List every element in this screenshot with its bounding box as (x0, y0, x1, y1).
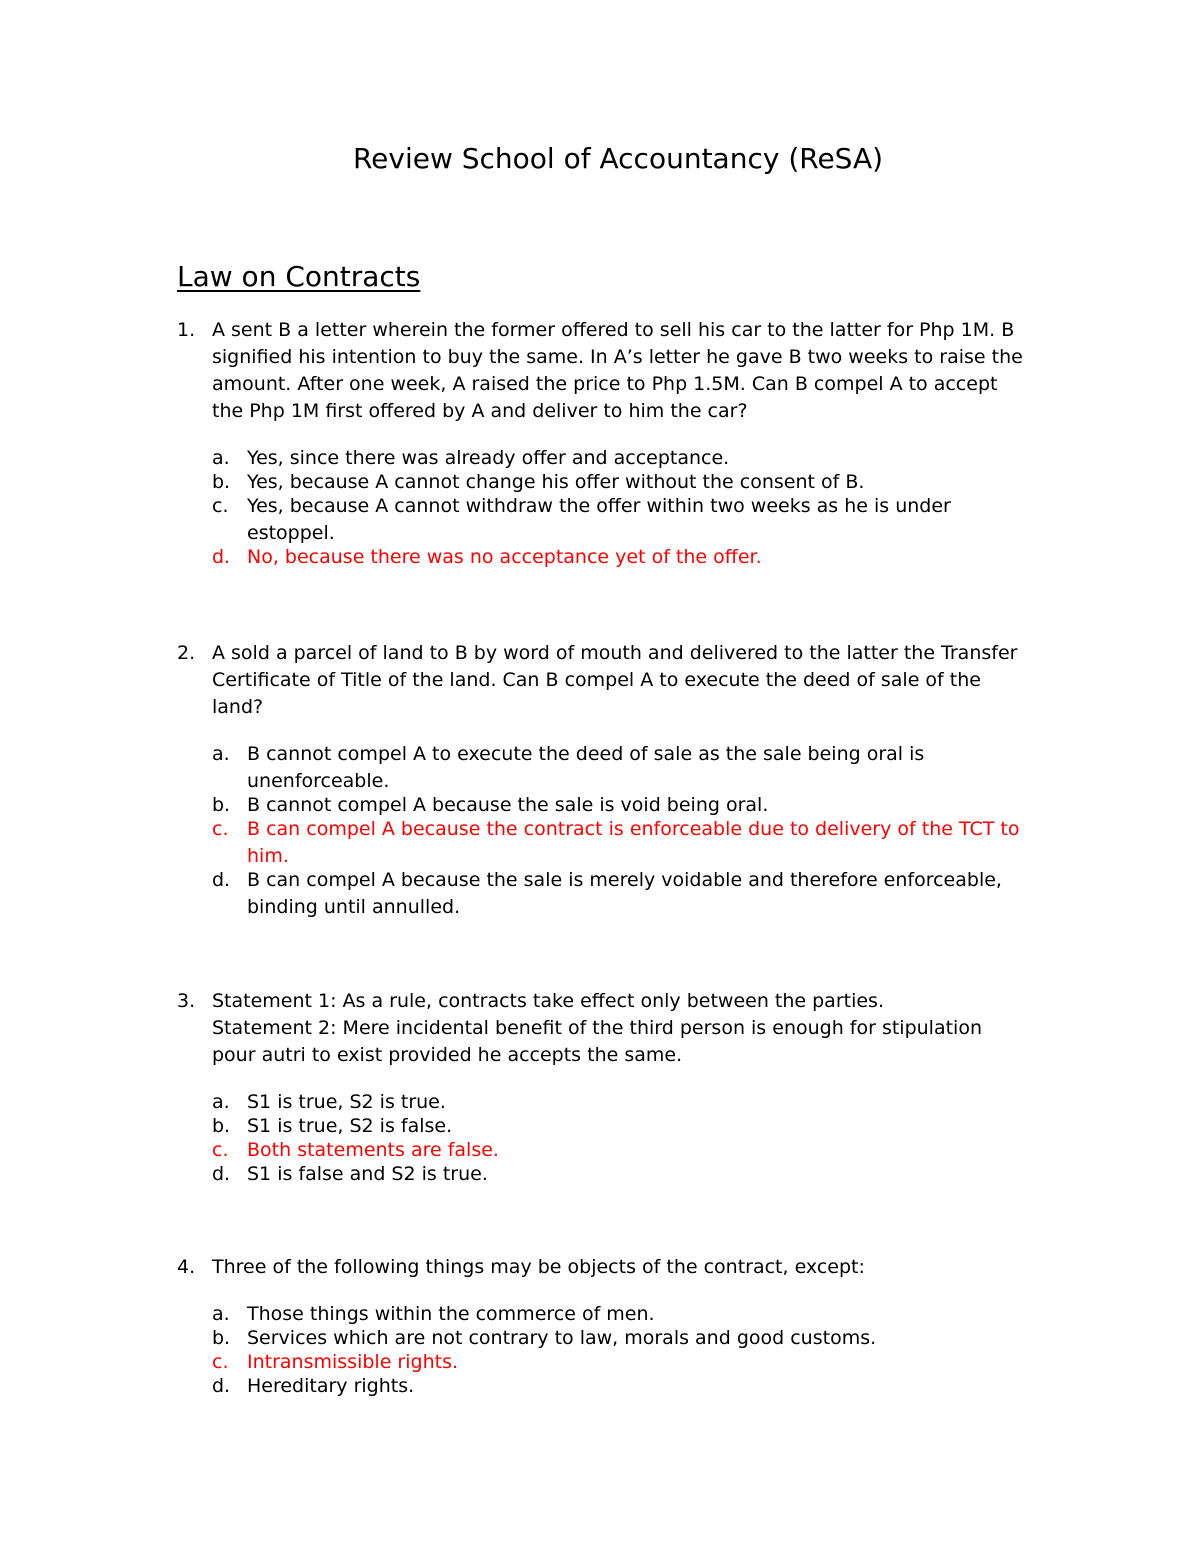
option-letter: a. (212, 743, 230, 765)
option-letter: b. (212, 1115, 231, 1137)
answer-options (177, 741, 1077, 921)
answer-option-c-correct (177, 816, 1077, 870)
question-text (212, 988, 1062, 1069)
answer-option-b (177, 1113, 1077, 1140)
answer-option-c (177, 493, 1077, 547)
question-text-line: A sent B a letter wherein the former offered to sell his car to the latter for Php 1M. B (212, 319, 1015, 341)
option-letter: a. (212, 1091, 230, 1113)
answer-option-a (177, 741, 1077, 795)
question-3 (177, 988, 1077, 1185)
answer-option-c-correct (177, 1137, 1077, 1164)
option-text: Both statements are false. (247, 1139, 499, 1161)
option-letter: d. (212, 546, 231, 568)
option-text: S1 is false and S2 is true. (247, 1163, 488, 1185)
option-letter: d. (212, 1163, 231, 1185)
option-text: B cannot compel A to execute the deed of sale as the sale being oral is unenforceable. (247, 743, 925, 792)
answer-option-d (177, 867, 1077, 921)
question-text (212, 640, 1062, 721)
answer-option-b (177, 469, 1077, 496)
answer-option-a (177, 1301, 1077, 1328)
option-letter: c. (212, 1351, 229, 1373)
question-4 (177, 1254, 1077, 1397)
option-text: B can compel A because the sale is merely voidable and therefore enforceable, binding until annulled. (247, 869, 1002, 918)
option-text: Yes, because A cannot change his offer without the consent of B. (247, 471, 865, 493)
answer-option-d-correct (177, 544, 1077, 571)
option-letter: b. (212, 1327, 231, 1349)
option-text: Intransmissible rights. (247, 1351, 459, 1373)
question-text-line: pour autri to exist provided he accepts the same. (212, 1044, 683, 1066)
question-text (212, 1254, 1062, 1281)
option-text: S1 is true, S2 is false. (247, 1115, 453, 1137)
question-1 (177, 317, 1077, 568)
question-number: 4. (177, 1256, 196, 1278)
option-text: Those things within the commerce of men. (247, 1303, 655, 1325)
question-text-line: A sold a parcel of land to B by word of mouth and delivered to the latter the Transfer (212, 642, 1018, 664)
answer-option-a (177, 445, 1077, 472)
question-2 (177, 640, 1077, 918)
answer-options (177, 1301, 1077, 1400)
document-title: Review School of Accountancy (ReSA) (352, 142, 884, 175)
question-number: 3. (177, 990, 196, 1012)
question-text-line: Statement 1: As a rule, contracts take effect only between the parties. (212, 990, 884, 1012)
answer-option-a (177, 1089, 1077, 1116)
question-number: 2. (177, 642, 196, 664)
option-letter: d. (212, 1375, 231, 1397)
option-letter: b. (212, 794, 231, 816)
answer-option-b (177, 792, 1077, 819)
question-text-line: amount. After one week, A raised the price to Php 1.5M. Can B compel A to accept (212, 373, 998, 395)
question-text-line: Certificate of Title of the land. Can B compel A to execute the deed of sale of the (212, 669, 981, 691)
question-text-line: land? (212, 696, 264, 718)
option-text: B cannot compel A because the sale is void being oral. (247, 794, 769, 816)
option-text: Services which are not contrary to law, morals and good customs. (247, 1327, 877, 1349)
answer-option-b (177, 1325, 1077, 1352)
option-letter: a. (212, 1303, 230, 1325)
section-heading: Law on Contracts (177, 260, 421, 293)
answer-options (177, 445, 1077, 571)
answer-options (177, 1089, 1077, 1188)
question-text-line: the Php 1M first offered by A and deliver to him the car? (212, 400, 748, 422)
question-text-line: signified his intention to buy the same. In A’s letter he gave B two weeks to raise the (212, 346, 1023, 368)
option-text: Hereditary rights. (247, 1375, 415, 1397)
option-letter: b. (212, 471, 231, 493)
option-letter: c. (212, 495, 229, 517)
option-letter: c. (212, 818, 229, 840)
option-text: Yes, since there was already offer and acceptance. (247, 447, 730, 469)
question-text-line: Three of the following things may be objects of the contract, except: (212, 1256, 865, 1278)
answer-option-d (177, 1161, 1077, 1188)
option-text: B can compel A because the contract is enforceable due to delivery of the TCT to him. (247, 818, 1020, 867)
question-number: 1. (177, 319, 196, 341)
option-letter: d. (212, 869, 231, 891)
question-text (212, 317, 1062, 425)
option-text: S1 is true, S2 is true. (247, 1091, 446, 1113)
option-text: No, because there was no acceptance yet of the offer. (247, 546, 762, 568)
answer-option-d (177, 1373, 1077, 1400)
option-letter: c. (212, 1139, 229, 1161)
option-letter: a. (212, 447, 230, 469)
answer-option-c-correct (177, 1349, 1077, 1376)
question-text-line: Statement 2: Mere incidental benefit of the third person is enough for stipulation (212, 1017, 983, 1039)
option-text: Yes, because A cannot withdraw the offer within two weeks as he is under estoppel. (247, 495, 951, 544)
